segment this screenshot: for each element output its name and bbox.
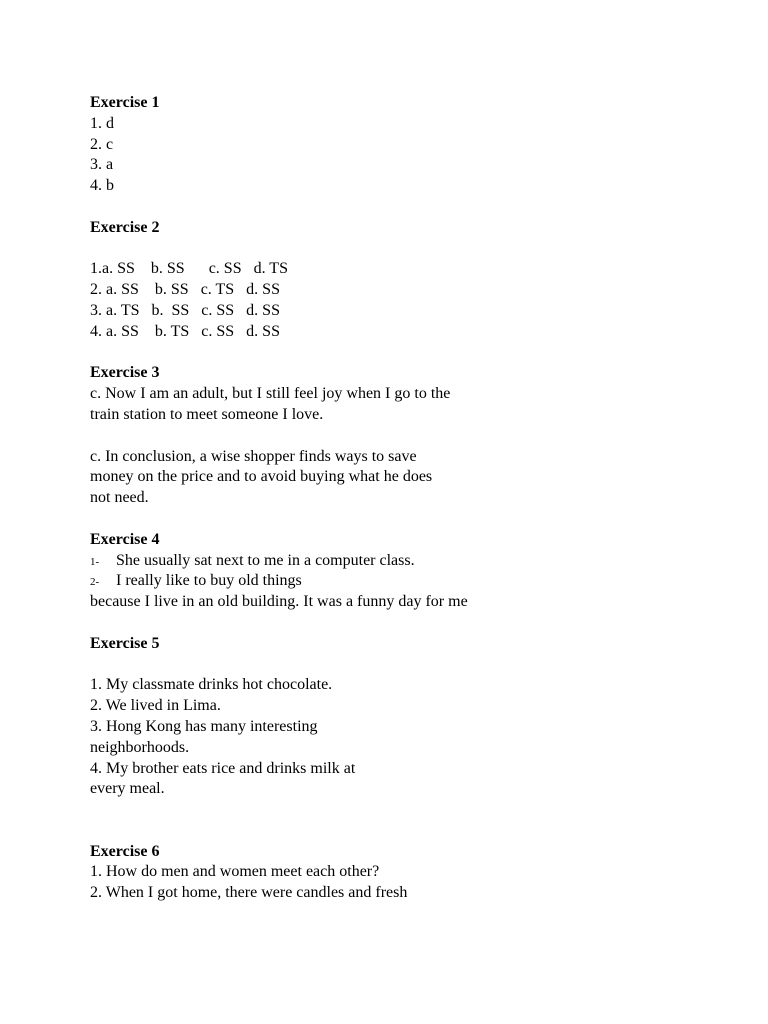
exercise-4-item [90,571,510,592]
spacer [90,343,510,364]
exercise-3-heading: Exercise 3 [90,364,160,382]
spacer [90,426,510,447]
exercise-1-answer: 3. a [90,156,114,174]
exercise-1-answer: 4. b [90,177,114,195]
exercise-2-row: 1.a. SS b. SS c. SS d. TS [90,260,288,278]
document-page [90,93,510,904]
exercise-3-answer: c. Now I am an adult, but I still feel joy when I go to the train station to meet someone I love. [90,385,451,423]
exercise-2-row: 3. a. TS b. SS c. SS d. SS [90,301,280,319]
exercise-3-answer: c. In conclusion, a wise shopper finds ways to save money on the price and to avoid buying what he does not need. [90,447,433,507]
spacer [90,613,510,634]
spacer [90,197,510,218]
exercise-6-heading: Exercise 6 [90,842,160,860]
exercise-6-answer: 1. How do men and women meet each other? [90,863,380,881]
exercise-4-continuation: because I live in an old building. It was a funny day for me [90,593,468,611]
exercise-4-item [90,551,510,572]
spacer [90,509,510,530]
item-number: 1- [90,555,100,568]
exercise-2-row: 4. a. SS b. TS c. SS d. SS [90,322,280,340]
spacer [90,800,510,842]
spacer [90,655,510,676]
exercise-1-answer: 2. c [90,135,114,153]
exercise-6-answer: 2. When I got home, there were candles and fresh [90,884,408,902]
item-text: I really like to buy old things [116,572,302,590]
exercise-5-answer: 2. We lived in Lima. [90,697,221,715]
item-number: 2- [90,576,100,589]
spacer [90,239,510,260]
exercise-5-answer: 4. My brother eats rice and drinks milk at every meal. [90,759,356,798]
exercise-4-heading: Exercise 4 [90,530,160,548]
exercise-1-heading: Exercise 1 [90,94,160,111]
item-text: She usually sat next to me in a computer class. [116,551,415,569]
exercise-5-answer: 1. My classmate drinks hot chocolate. [90,676,333,694]
exercise-5-answer: 3. Hong Kong has many interesting neighborhoods. [90,717,318,756]
exercise-2-heading: Exercise 2 [90,218,160,236]
exercise-5-heading: Exercise 5 [90,634,160,652]
exercise-1-answer: 1. d [90,114,114,132]
exercise-2-row: 2. a. SS b. SS c. TS d. SS [90,281,280,299]
